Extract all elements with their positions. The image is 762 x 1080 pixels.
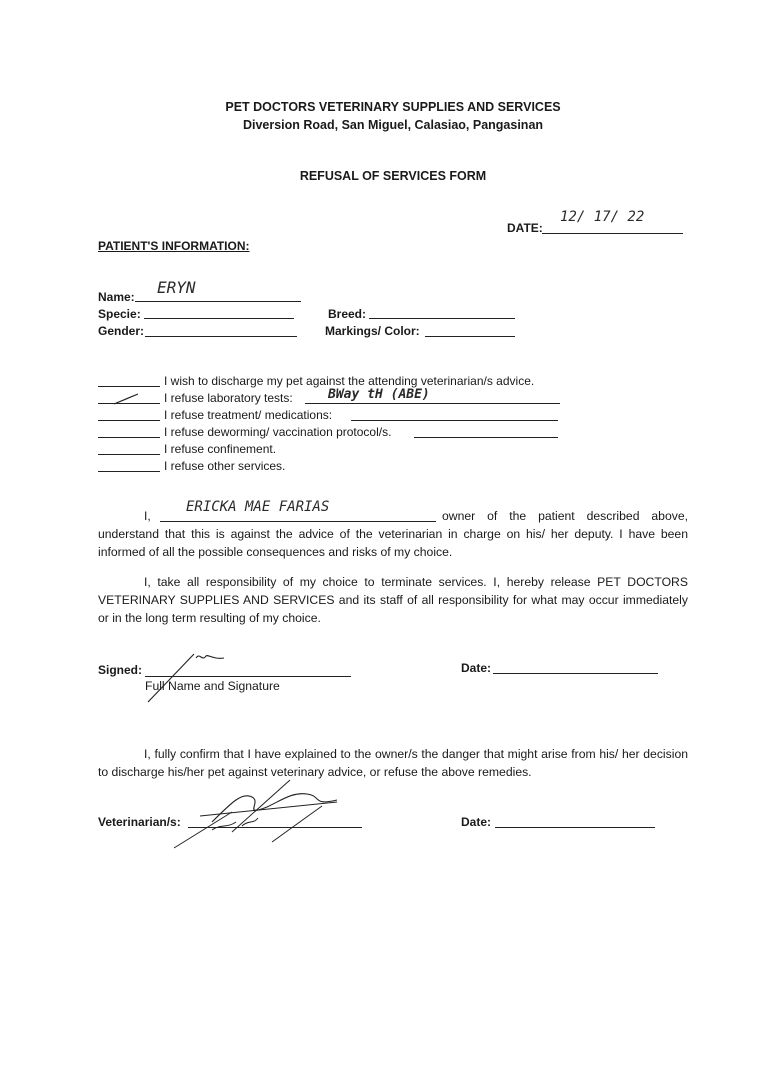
option-blank-6 <box>98 471 160 472</box>
option-detail-line-3 <box>351 420 558 421</box>
option-blank-1 <box>98 386 160 387</box>
option-text-3: I refuse treatment/ medications: <box>164 408 333 422</box>
lab-tests-detail: BWay tH (ABE) <box>328 387 430 402</box>
option-text-4: I refuse deworming/ vaccination protocol/s. <box>164 425 392 439</box>
vet-signature-scribble <box>172 772 372 852</box>
owner-date-line <box>493 673 658 674</box>
date-value: 12/ 17/ 22 <box>560 209 645 225</box>
option-text-2: I refuse laboratory tests: <box>164 391 293 405</box>
gender-line <box>145 336 297 337</box>
option-text-5: I refuse confinement. <box>164 442 277 456</box>
date-label: DATE: <box>507 221 543 235</box>
specie-line <box>144 318 294 319</box>
option-text-6: I refuse other services. <box>164 459 286 473</box>
breed-label: Breed: <box>328 307 367 321</box>
clinic-address: Diversion Road, San Miguel, Calasiao, Pangasinan <box>242 118 544 132</box>
vet-date-line <box>495 827 655 828</box>
name-label: Name: <box>98 290 135 304</box>
specie-label: Specie: <box>98 307 141 321</box>
clinic-name: PET DOCTORS VETERINARY SUPPLIES AND SERVICES <box>225 100 561 114</box>
responsibility-statement: I, take all responsibility of my choice to terminate services. I, hereby release PET DOCTORS VETERINARY SUPPLIES AND SERVICES and its staff of all responsibility for what may occur immediately or in the long term resulting of my choice. <box>98 575 688 625</box>
signed-label: Signed: <box>98 663 142 677</box>
form-title: REFUSAL OF SERVICES FORM <box>299 169 487 183</box>
option-blank-4 <box>98 437 160 438</box>
markings-label: Markings/ Color: <box>325 324 420 338</box>
veterinarian-label: Veterinarian/s: <box>98 815 181 829</box>
option-blank-5 <box>98 454 160 455</box>
option-detail-line-4 <box>414 437 558 438</box>
markings-line <box>425 336 515 337</box>
owner-signature-scribble <box>144 648 234 706</box>
option-blank-3 <box>98 420 160 421</box>
breed-line <box>369 318 515 319</box>
checkmark-icon <box>112 392 142 406</box>
gender-label: Gender: <box>98 324 145 338</box>
owner-prefix: I, <box>144 509 151 523</box>
signature-caption: Full Name and Signature <box>145 679 280 693</box>
vet-date-label: Date: <box>461 815 492 829</box>
name-line <box>135 301 301 302</box>
option-text-1: I wish to discharge my pet against the attending veterinarian/s advice. <box>164 374 535 388</box>
owner-date-label: Date: <box>461 661 492 675</box>
owner-name-value: ERICKA MAE FARIAS <box>186 499 330 515</box>
option-detail-line-2 <box>305 403 560 404</box>
owner-statement-text: owner of the patient described above, understand that this is against the advice of the veterinarian in charge on his/ her deputy. I have been informed of all the possible consequences and risks of my choice. <box>98 509 688 559</box>
patient-info-heading: PATIENT'S INFORMATION: <box>98 239 250 253</box>
patient-name-value: ERYN <box>157 278 196 297</box>
date-line <box>542 233 683 234</box>
vet-statement: I, fully confirm that I have explained to the owner/s the danger that might arise from his/ her decision to discharge his/her pet against veterinary advice, or refuse the above remedies. <box>98 747 688 779</box>
